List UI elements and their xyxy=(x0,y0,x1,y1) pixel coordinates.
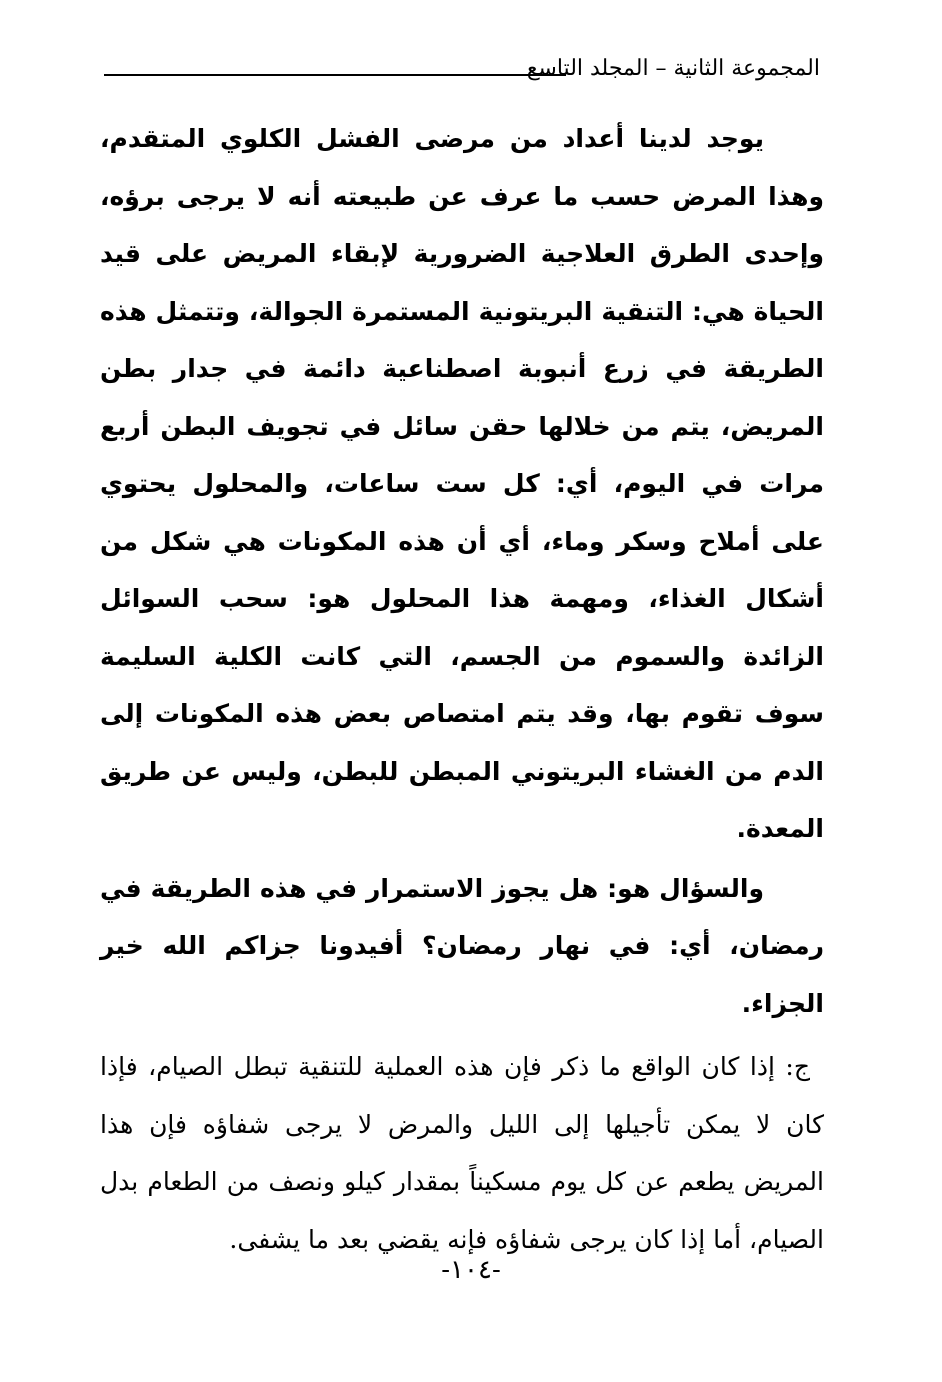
page-header xyxy=(104,52,820,92)
question-paragraph-2: والسؤال هو: هل يجوز الاستمرار في هذه الطريقة في رمضان، أي: في نهار رمضان؟ أفيدونا جزاكم الله خير الجزاء. xyxy=(100,873,824,1018)
running-title: المجموعة الثانية – المجلد التاسع xyxy=(526,56,820,81)
page-number: -١٠٤- xyxy=(441,1255,501,1285)
answer-paragraph: ج: إذا كان الواقع ما ذكر فإن هذه العملية للتنقية تبطل الصيام، فإذا كان لا يمكن تأجيلها إلى الليل والمرض لا يرجى شفاؤه فإن هذا المريض يطعم عن كل يوم مسكيناً بمقدار كيلو ونصف من الطعام بدل الصيام، أما إذا كان يرجى شفاؤه فإنه يقضي بعد ما يشفى. xyxy=(100,1052,824,1254)
header-rule xyxy=(104,74,566,76)
page-body xyxy=(100,110,824,1268)
question-paragraph-1: يوجد لدينا أعداد من مرضى الفشل الكلوي المتقدم، وهذا المرض حسب ما عرف عن طبيعته أنه لا يرجى برؤه، وإحدى الطرق العلاجية الضرورية لإبقاء المريض على قيد الحياة هي: التنقية البريتونية المستمرة الجوالة، وتتمثل هذه الطريقة في زرع أنبوبة اصطناعية دائمة في جدار بطن المريض، يتم من خلالها حقن سائل في تجويف البطن أربع مرات في اليوم، أي: كل ست ساعات، والمحلول يحتوي على أملاح وسكر وماء، أي أن هذه المكونات هي شكل من أشكال الغذاء، ومهمة هذا المحلول هو: سحب السوائل الزائدة والسموم من الجسم، التي كانت الكلية السليمة سوف تقوم بها، وقد يتم امتصاص بعض هذه المكونات إلى الدم من الغشاء البريتوني المبطن للبطن، وليس عن طريق المعدة. xyxy=(100,124,824,843)
